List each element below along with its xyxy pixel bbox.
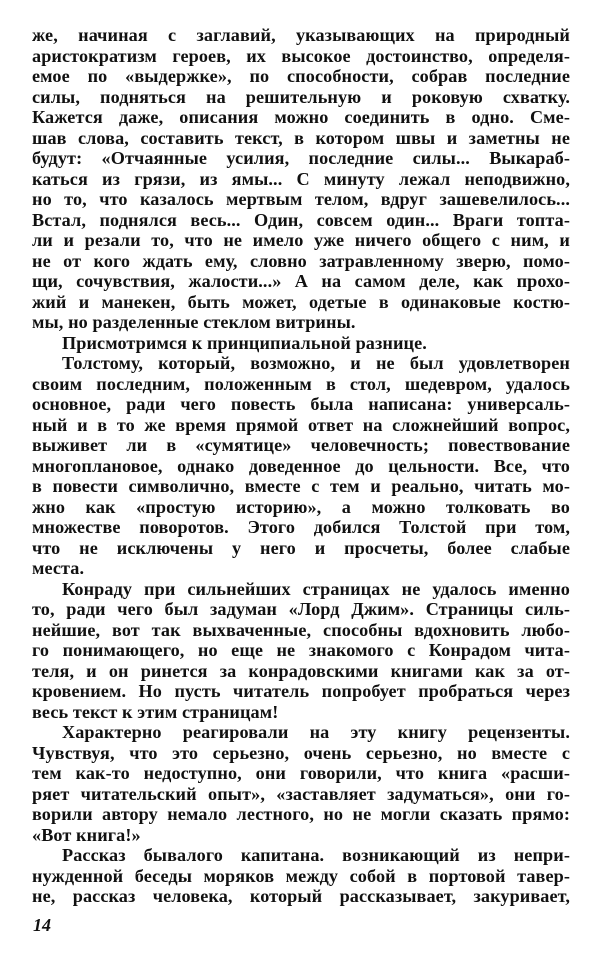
paragraph: [32, 579, 570, 723]
text-line: каться из грязи, из ямы... С минуту лежал неподвижно,: [32, 168, 570, 189]
text-line: многоплановое, однако доведенное до цельности. Все, что: [32, 455, 570, 476]
text-line: емое по «выдержке», по способности, собрав последние: [32, 66, 570, 86]
text-line: Толстому, который, возможно, и не был удовлетворен: [62, 353, 570, 373]
text-line: Кажется даже, описания можно соединить в одно. Сме-: [32, 107, 570, 127]
text-line: ряет читательский опыт», «заставляет задуматься», они го-: [32, 783, 570, 804]
text-line: жий и манекен, быть может, одетые в одинаковые костю-: [32, 291, 570, 312]
text-line: ный и в то же время прямой ответ на сложнейший вопрос,: [32, 414, 570, 435]
text-line: мы, но разделенные стеклом витрины.: [32, 312, 356, 332]
text-line: Рассказ бывалого капитана. возникающий из непри-: [62, 845, 570, 865]
text-line: своим последним, положенным в стол, шедевром, удалось: [32, 373, 570, 394]
paragraph: [32, 333, 570, 354]
text-line: нейшие, вот так выхваченные, способны вдохновить любо-: [32, 619, 570, 640]
text-line: выживет ли в «сумятице» человечность; повествование: [32, 435, 570, 455]
text-line: ли и резали то, что не имело уже ничего общего с ним, и: [32, 230, 570, 250]
text-line: весь текст к этим страницам!: [32, 701, 279, 722]
text-line: го понимающего, но еще не знакомого с Конрадом чита-: [32, 640, 570, 660]
text-line: нужденной беседы моряков между собой в портовой тавер-: [32, 865, 570, 886]
text-line: Чувствуя, что это серьезно, очень серьезно, но вместе с: [32, 742, 570, 763]
text-line: но то, что казалось мертвым телом, вдруг зашевелилось...: [32, 189, 570, 209]
page-number: 14: [33, 915, 51, 935]
text-line: множестве поворотов. Этого добился Толстой при том,: [32, 517, 570, 537]
text-line: будут: «Отчаянные усилия, последние силы... Выкараб-: [32, 148, 570, 168]
text-line: же, начиная с заглавий, указывающих на природный: [32, 25, 570, 45]
text-line: Присмотримся к принципиальной разнице.: [62, 332, 427, 353]
paragraph: [32, 845, 570, 907]
text-line: места.: [32, 558, 85, 578]
text-line: в повести символично, вместе с тем и реально, читать мо-: [32, 476, 570, 496]
text-line: основное, ради чего повесть была написана: универсаль-: [32, 394, 570, 414]
text-line: аристократизм героев, их высокое достоинство, определя-: [32, 45, 570, 66]
text-line: то, ради чего был задуман «Лорд Джим». Страницы силь-: [32, 599, 570, 619]
text-line: теля, и он ринется за конрадовскими книгами как за от-: [32, 660, 570, 681]
paragraph: [32, 353, 570, 579]
text-line: щи, сочувствия, жалости...» А на самом деле, как прохо-: [32, 271, 570, 291]
paragraph: [32, 25, 570, 333]
text-line: жно как «простую историю», а можно толковать во: [32, 496, 570, 517]
text-line: Конраду при сильнейших страницах не удалось именно: [62, 578, 570, 599]
text-line: что не исключены у него и просчеты, более слабые: [32, 537, 570, 558]
book-page-text: [32, 25, 570, 907]
paragraph: [32, 722, 570, 845]
text-line: не от кого ждать ему, словно затравленному зверю, помо-: [32, 250, 570, 271]
text-line: силы, подняться на решительную и роковую схватку.: [32, 86, 570, 107]
text-line: кровением. Но пусть читатель попробует пробраться через: [32, 681, 570, 701]
text-line: ворили автору немало лестного, но не могли сказать прямо:: [32, 804, 570, 824]
text-line: не, рассказ человека, который рассказывает, закуривает,: [32, 886, 570, 906]
text-line: тем как-то недоступно, они говорили, что книга «расши-: [32, 763, 570, 783]
text-line: «Вот книга!»: [32, 824, 141, 845]
text-line: Характерно реагировали на эту книгу рецензенты.: [62, 722, 570, 742]
text-line: Встал, поднялся весь... Один, совсем один... Враги топта-: [32, 209, 570, 230]
text-line: шав слова, составить текст, в котором швы и заметны не: [32, 127, 570, 148]
